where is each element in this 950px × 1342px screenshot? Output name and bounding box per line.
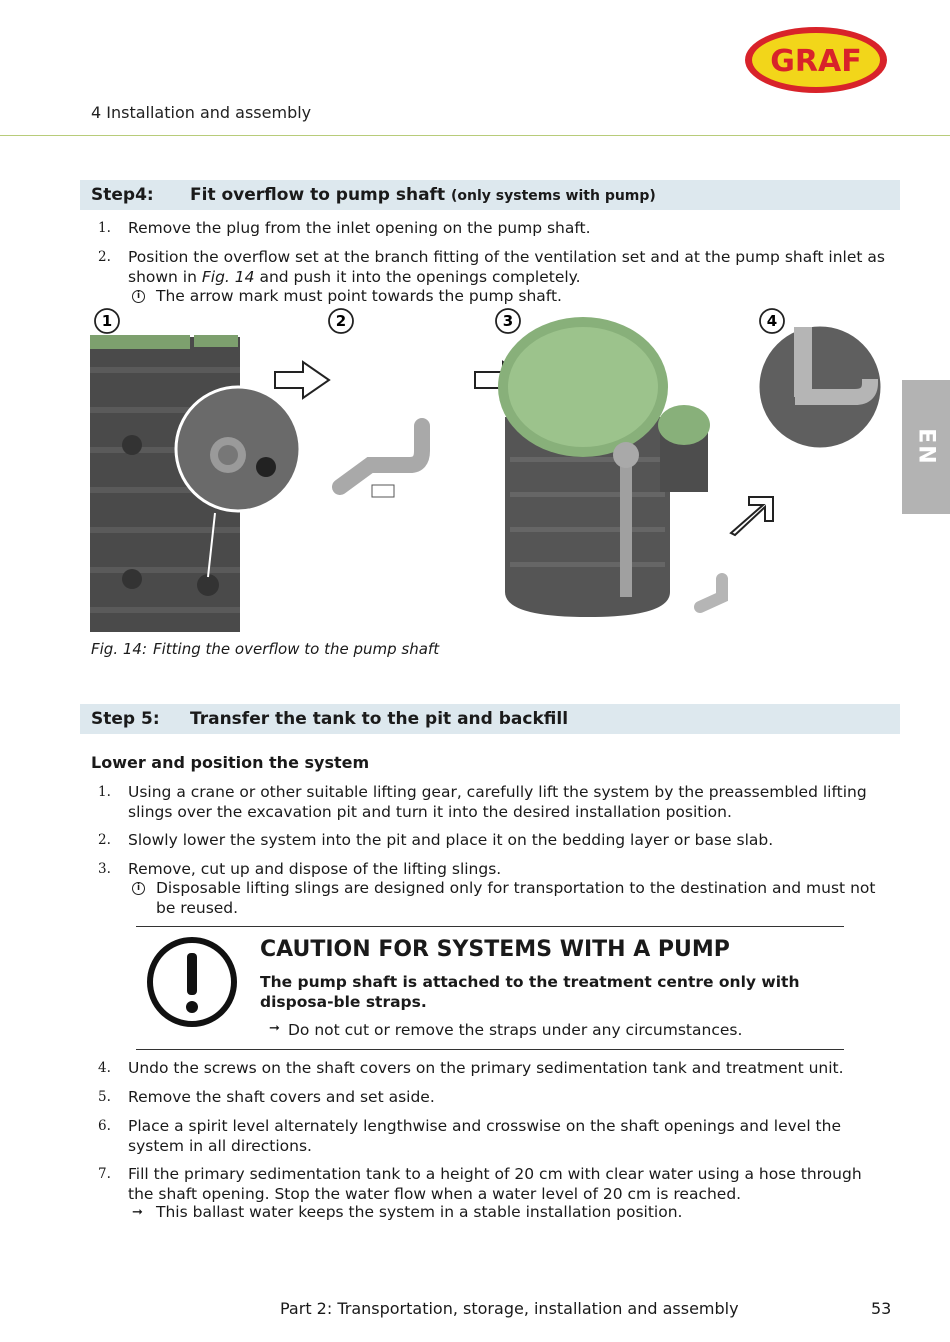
- caution-title: CAUTION FOR SYSTEMS WITH A PUMP: [260, 937, 730, 962]
- figure-caption-text: Fitting the overflow to the pump shaft: [153, 640, 440, 658]
- list-item: 3. Remove, cut up and dispose of the lifting slings.: [98, 860, 502, 878]
- footer-text: Part 2: Transportation, storage, installation and assembly: [280, 1299, 739, 1318]
- svg-text:2: 2: [335, 312, 347, 330]
- exclamation-warning-icon: [146, 936, 238, 1028]
- svg-text:3: 3: [502, 312, 514, 330]
- list-item: 4. Undo the screws on the shaft covers on the primary sedimentation tank and treatment unit.: [98, 1059, 844, 1077]
- step5-header: [80, 704, 900, 734]
- step4-header: [80, 180, 900, 210]
- step5-title: Transfer the tank to the pit and backfill: [190, 709, 569, 729]
- section-title: 4 Installation and assembly: [91, 103, 312, 122]
- list-item: 1. Using a crane or other suitable lifting gear, carefully lift the system by the preassembled lifting slings over the excavation pit and turn it into the desired installation position.: [98, 783, 867, 821]
- svg-text:4: 4: [766, 312, 778, 330]
- step4-title: Fit overflow to pump shaft (only systems with pump): [190, 185, 656, 205]
- step5-number: Step 5:: [91, 709, 160, 729]
- step4-number: Step4:: [91, 185, 154, 205]
- figure-reference[interactable]: Fig. 14: [201, 267, 255, 286]
- info-note: i Disposable lifting slings are designed only for transportation to the destination and must not be reused.: [156, 879, 886, 918]
- language-tab[interactable]: [902, 380, 950, 514]
- figure-caption-label: Fig. 14:: [91, 640, 147, 658]
- language-tab-label: EN: [913, 428, 939, 466]
- list-item: 7. Fill the primary sedimentation tank to a height of 20 cm with clear water using a hose through the shaft opening. Stop the water flow when a water level of 20 cm is reached.: [98, 1165, 862, 1203]
- info-icon: i: [132, 882, 145, 895]
- info-note: i The arrow mark must point towards the pump shaft.: [156, 287, 886, 307]
- caution-text: The pump shaft is attached to the treatment centre only with disposa-ble straps.: [260, 973, 800, 1011]
- figure-caption: [91, 640, 439, 658]
- caution-box: [136, 926, 844, 1050]
- header-divider: [0, 135, 950, 136]
- step4-title-note: (only systems with pump): [451, 188, 656, 204]
- list-item: 2. Position the overflow set at the branch fitting of the ventilation set and at the pump shaft inlet as shown in Fig. 14 and push it into the openings completely.: [98, 248, 885, 286]
- result-note: ➞ This ballast water keeps the system in a stable installation position.: [132, 1203, 683, 1221]
- list-item: 6. Place a spirit level alternately lengthwise and crosswise on the shaft openings and level the system in all directions.: [98, 1117, 841, 1155]
- list-item: 5. Remove the shaft covers and set aside.: [98, 1088, 435, 1106]
- fig14-illustration: [90, 307, 888, 632]
- graf-logo: [744, 26, 888, 94]
- page-number: 53: [871, 1299, 892, 1318]
- arrow-right-icon: ➞: [269, 1021, 280, 1036]
- subheading: Lower and position the system: [91, 753, 370, 772]
- info-icon: i: [132, 290, 145, 303]
- arrow-right-icon: ➞: [132, 1205, 143, 1220]
- svg-text:GRAF: GRAF: [770, 44, 862, 79]
- caution-instruction: ➞ Do not cut or remove the straps under any circumstances.: [269, 1021, 743, 1039]
- list-item: 1. Remove the plug from the inlet opening on the pump shaft.: [98, 219, 591, 237]
- svg-text:1: 1: [101, 312, 113, 330]
- list-item: 2. Slowly lower the system into the pit and place it on the bedding layer or base slab.: [98, 831, 774, 849]
